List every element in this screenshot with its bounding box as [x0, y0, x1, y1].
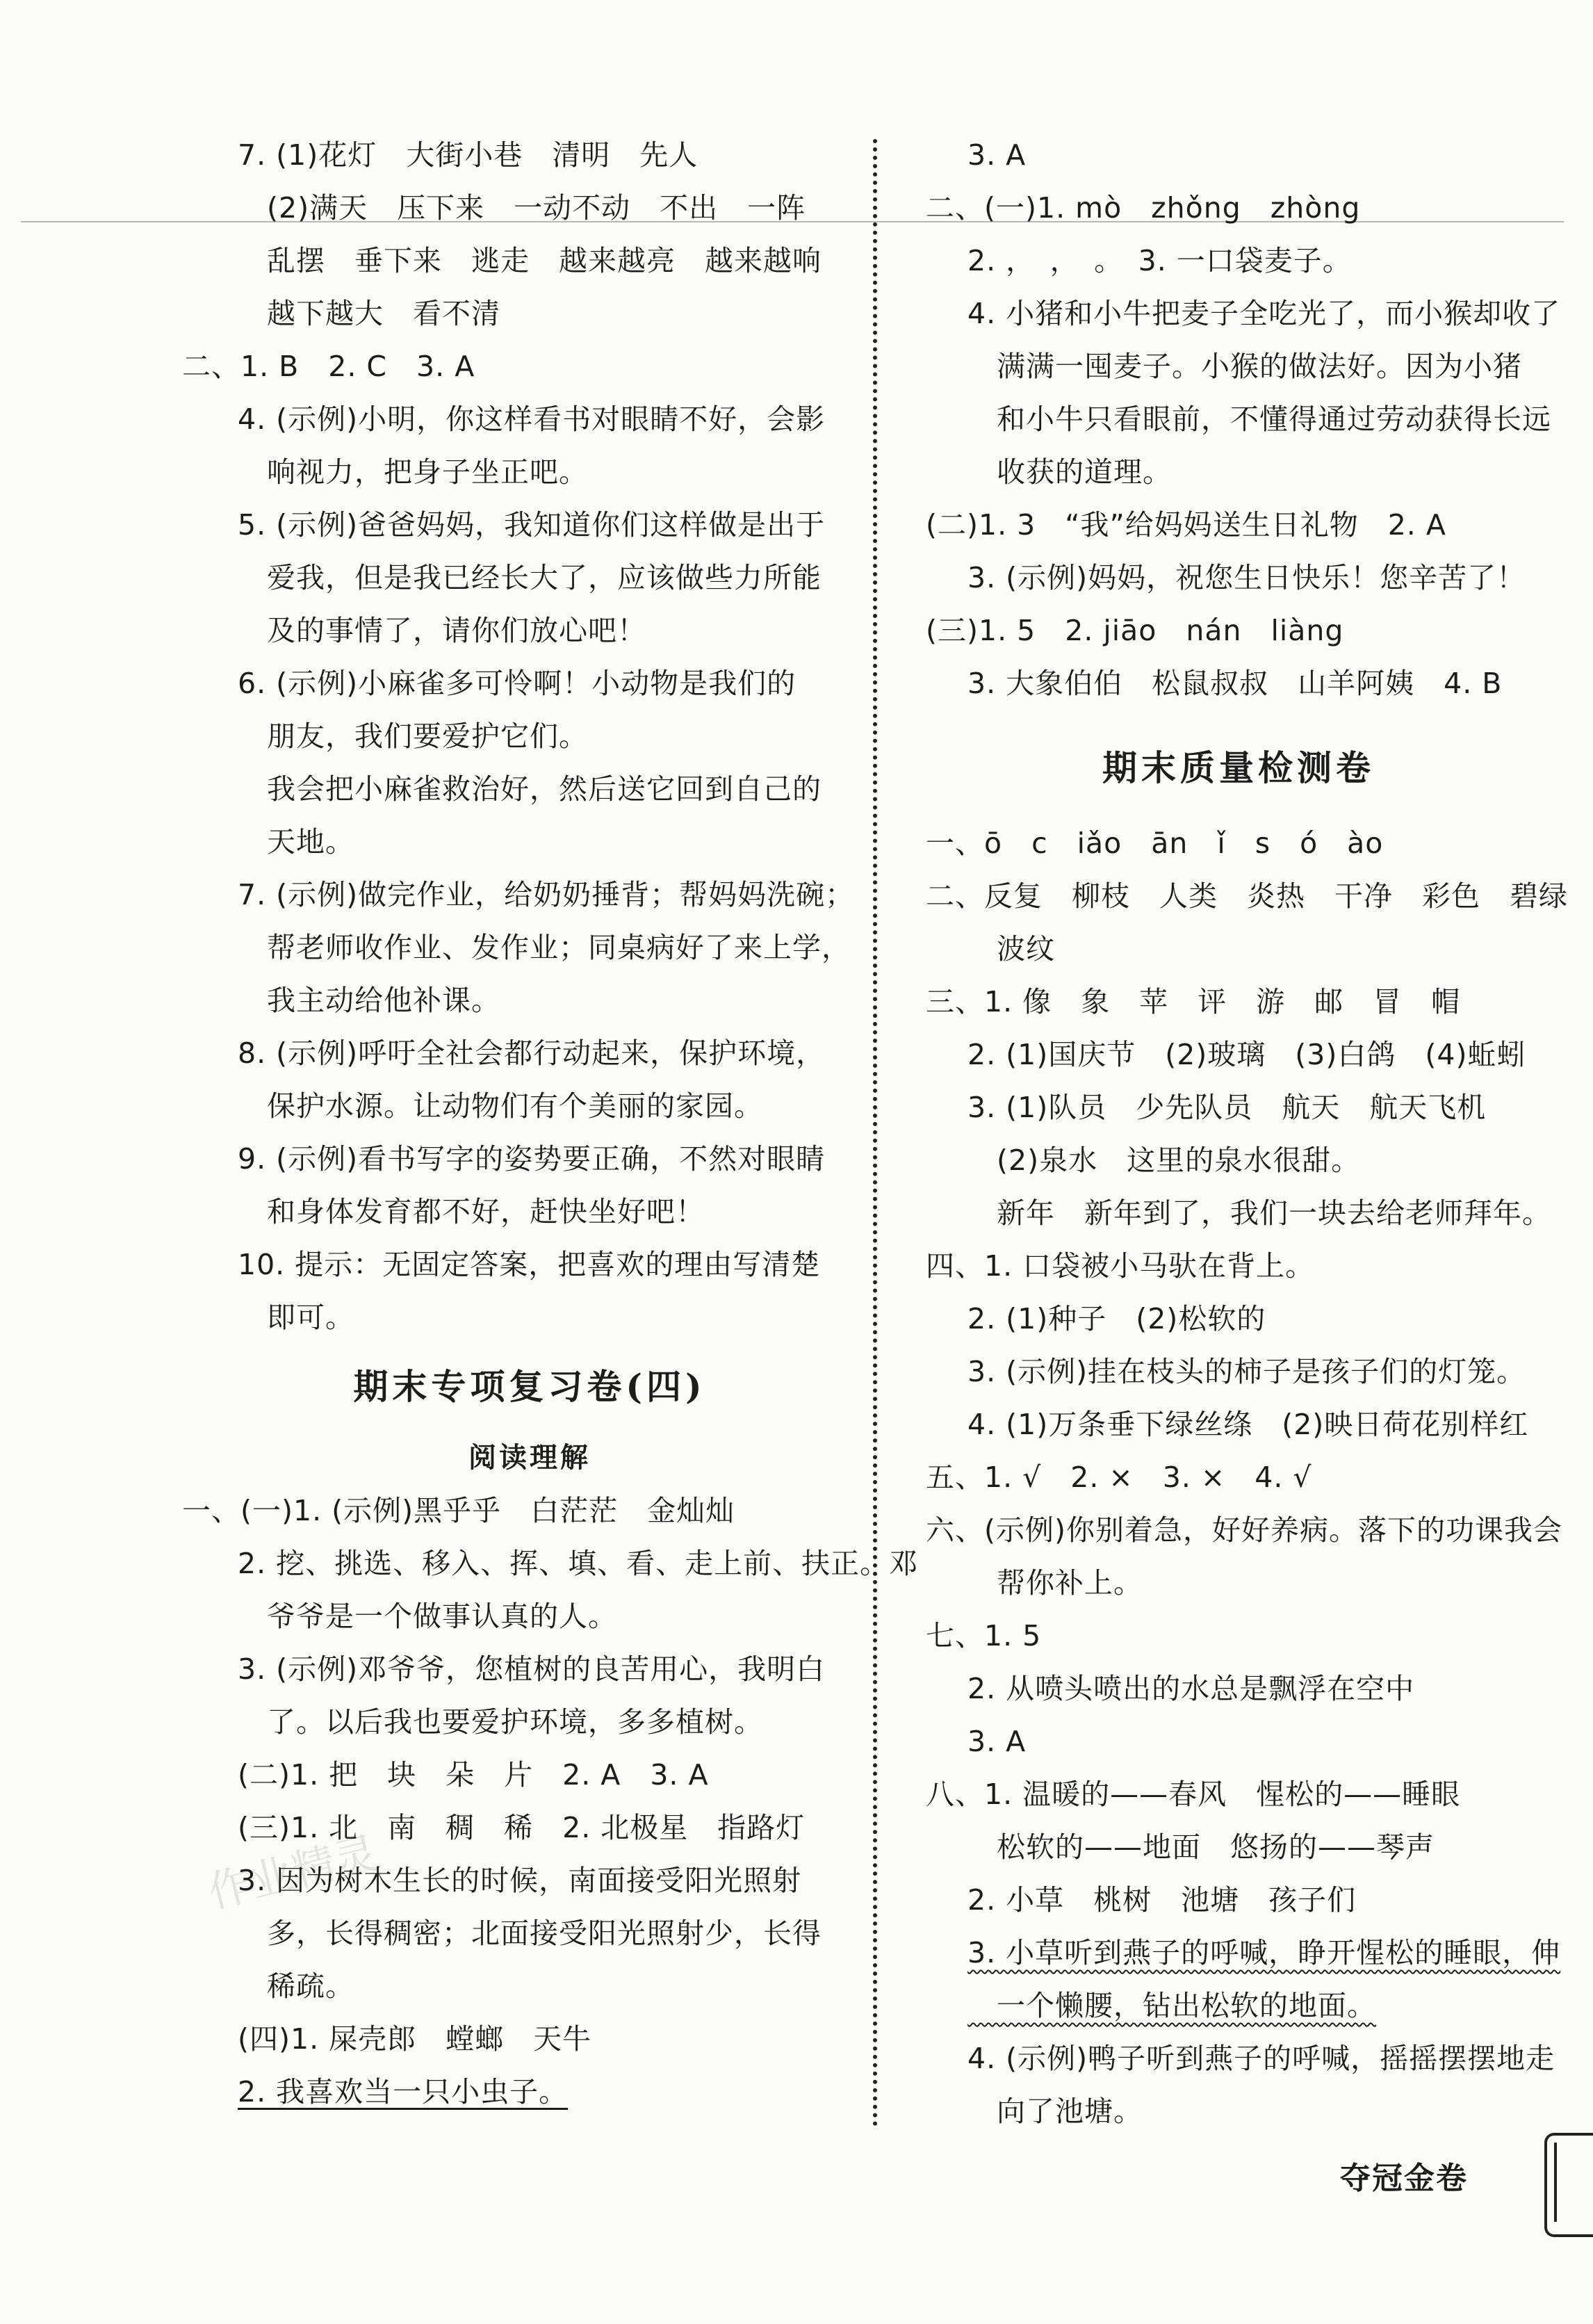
- answer-line: 4. 小猪和小牛把麦子全吃光了，而小猴却收了: [967, 297, 1561, 330]
- answer-line: 保护水源。让动物们有个美丽的家园。: [238, 1089, 763, 1123]
- answer-line: 四、1. 口袋被小马驮在背上。: [926, 1249, 1315, 1283]
- answer-line: 帮老师收作业、发作业；同桌病好了来上学，: [238, 931, 851, 964]
- answer-line: 3. (1)队员 少先队员 航天 航天飞机: [967, 1091, 1487, 1124]
- answer-line: 6. (示例)小麻雀多可怜啊！小动物是我们的: [238, 667, 796, 700]
- answer-line: (三)1. 5 2. jiāo nán liàng: [926, 614, 1344, 647]
- answer-line: 三、1. 像 象 苹 评 游 邮 冒 帽: [926, 985, 1461, 1018]
- answer-line: 3. (示例)妈妈，祝您生日快乐！您辛苦了！: [967, 561, 1526, 594]
- answer-line: 向了池塘。: [967, 2095, 1143, 2128]
- answer-line: 二、1. B 2. C 3. A: [182, 350, 475, 383]
- answer-line: 9. (示例)看书写字的姿势要正确，不然对眼睛: [238, 1142, 826, 1176]
- answer-line: 波纹: [967, 932, 1055, 966]
- answer-line: 多，长得稠密；北面接受阳光照射少，长得: [238, 1917, 822, 1950]
- answer-line: 松软的——地面 悠扬的——琴声: [967, 1830, 1435, 1864]
- answer-line: 我主动给他补课。: [238, 984, 500, 1017]
- answer-line: 2. 从喷头喷出的水总是飘浮在空中: [967, 1672, 1415, 1705]
- answer-line: 2. ， ， 。 3. 一口袋麦子。: [967, 244, 1352, 277]
- answer-line: 2. 挖、挑选、移入、挥、填、看、走上前、扶正。邓: [238, 1547, 919, 1580]
- answer-line: 和小牛只看眼前，不懂得通过劳动获得长远: [967, 403, 1551, 436]
- answer-line: 2. (1)国庆节 (2)玻璃 (3)白鸽 (4)蚯蚓: [967, 1038, 1526, 1071]
- answer-line: 及的事情了，请你们放心吧！: [238, 614, 646, 647]
- corner-tab-icon: [1544, 2133, 1593, 2237]
- answer-line: 4. (1)万条垂下绿丝绦 (2)映日荷花别样红: [967, 1408, 1529, 1441]
- answer-line: 一、(一)1. (示例)黑乎乎 白茫茫 金灿灿: [182, 1494, 735, 1527]
- answer-line: (二)1. 3 “我”给妈妈送生日礼物 2. A: [926, 508, 1446, 542]
- section-title: 期末质量检测卷: [1102, 747, 1375, 788]
- answer-line: 二、反复 柳枝 人类 炎热 干净 彩色 碧绿: [926, 879, 1568, 913]
- answer-line: 越下越大 看不清: [238, 297, 500, 330]
- answer-line: 六、(示例)你别着急，好好养病。落下的功课我会: [926, 1513, 1562, 1547]
- answer-line: 一、ō c iǎo ān ǐ s ó ào: [926, 827, 1384, 860]
- answer-line: 和身体发育都不好，赶快坐好吧！: [238, 1195, 705, 1228]
- answer-line: 7. (1)花灯 大街小巷 清明 先人: [238, 138, 699, 172]
- answer-line: 乱摆 垂下来 逃走 越来越亮 越来越响: [238, 244, 822, 277]
- footer-brand: 夺冠金卷: [1340, 2161, 1468, 2196]
- answer-line: 3. (示例)挂在枝头的柿子是孩子们的灯笼。: [967, 1355, 1526, 1388]
- answer-line: 3. A: [967, 138, 1027, 172]
- answer-line-underlined: 2. 我喜欢当一只小虫子。: [238, 2075, 569, 2108]
- answer-line: 爱我，但是我已经长大了，应该做些力所能: [238, 561, 822, 594]
- answer-line: 帮你补上。: [967, 1566, 1143, 1600]
- answer-line: 5. (示例)爸爸妈妈，我知道你们这样做是出于: [238, 508, 826, 542]
- answer-line: 3. (示例)邓爷爷，您植树的良苦用心，我明白: [238, 1652, 826, 1686]
- answer-line: 八、1. 温暖的——春风 惺松的——睡眼: [926, 1778, 1461, 1811]
- answer-line: 收获的道理。: [967, 455, 1172, 489]
- answer-line: (四)1. 屎壳郎 螳螂 天牛: [238, 2022, 592, 2056]
- answer-line: 二、(一)1. mò zhǒng zhòng: [926, 191, 1361, 225]
- watermark: 作业精灵: [203, 1827, 383, 1919]
- section-subtitle: 阅读理解: [468, 1442, 591, 1474]
- answer-line: 8. (示例)呼吁全社会都行动起来，保护环境，: [238, 1037, 826, 1070]
- answer-line-wavy-underlined: 一个懒腰，钻出松软的地面。: [967, 1989, 1376, 2022]
- answer-line: 3. 因为树木生长的时候，南面接受阳光照射: [238, 1864, 802, 1897]
- answer-line: 七、1. 5: [926, 1619, 1042, 1652]
- answer-line: 我会把小麻雀救治好，然后送它回到自己的: [238, 772, 822, 806]
- answer-line: 天地。: [238, 825, 354, 859]
- answer-line: 满满一囤麦子。小猴的做法好。因为小猪: [967, 350, 1522, 383]
- answer-line: 4. (示例)小明，你这样看书对眼睛不好，会影: [238, 403, 826, 436]
- answer-line: (2)满天 压下来 一动不动 不出 一阵: [238, 191, 806, 225]
- answer-line: 响视力，把身子坐正吧。: [238, 455, 588, 489]
- corner-tab-inner-icon: [1554, 2143, 1562, 2222]
- answer-line: 10. 提示：无固定答案，把喜欢的理由写清楚: [238, 1248, 821, 1281]
- section-title: 期末专项复习卷(四): [353, 1366, 706, 1407]
- answer-line: 3. A: [967, 1725, 1027, 1758]
- answer-line: 新年 新年到了，我们一块去给老师拜年。: [967, 1196, 1551, 1230]
- column-divider: [873, 139, 877, 2127]
- answer-line: 爷爷是一个做事认真的人。: [238, 1600, 617, 1633]
- answer-line: 了。以后我也要爱护环境，多多植树。: [238, 1705, 763, 1739]
- answer-line: 3. 大象伯伯 松鼠叔叔 山羊阿姨 4. B: [967, 667, 1503, 700]
- answer-line: 2. (1)种子 (2)松软的: [967, 1302, 1266, 1335]
- answer-line: 2. 小草 桃树 池塘 孩子们: [967, 1883, 1357, 1917]
- answer-line: (2)泉水 这里的泉水很甜。: [967, 1144, 1361, 1177]
- answer-line: (三)1. 北 南 稠 稀 2. 北极星 指路灯: [238, 1811, 806, 1844]
- answer-line: 稀疏。: [238, 1969, 354, 2003]
- answer-line-wavy-underlined: 3. 小草听到燕子的呼喊，睁开惺松的睡眼，伸: [967, 1936, 1561, 1969]
- answer-line: 五、1. √ 2. × 3. × 4. √: [926, 1461, 1312, 1494]
- answer-line: 7. (示例)做完作业，给奶奶捶背；帮妈妈洗碗；: [238, 878, 855, 911]
- answer-line: 朋友，我们要爱护它们。: [238, 720, 588, 753]
- answer-line: 即可。: [238, 1301, 354, 1334]
- answer-line: 4. (示例)鸭子听到燕子的呼喊，摇摇摆摆地走: [967, 2042, 1555, 2075]
- answer-line: (二)1. 把 块 朵 片 2. A 3. A: [238, 1758, 709, 1791]
